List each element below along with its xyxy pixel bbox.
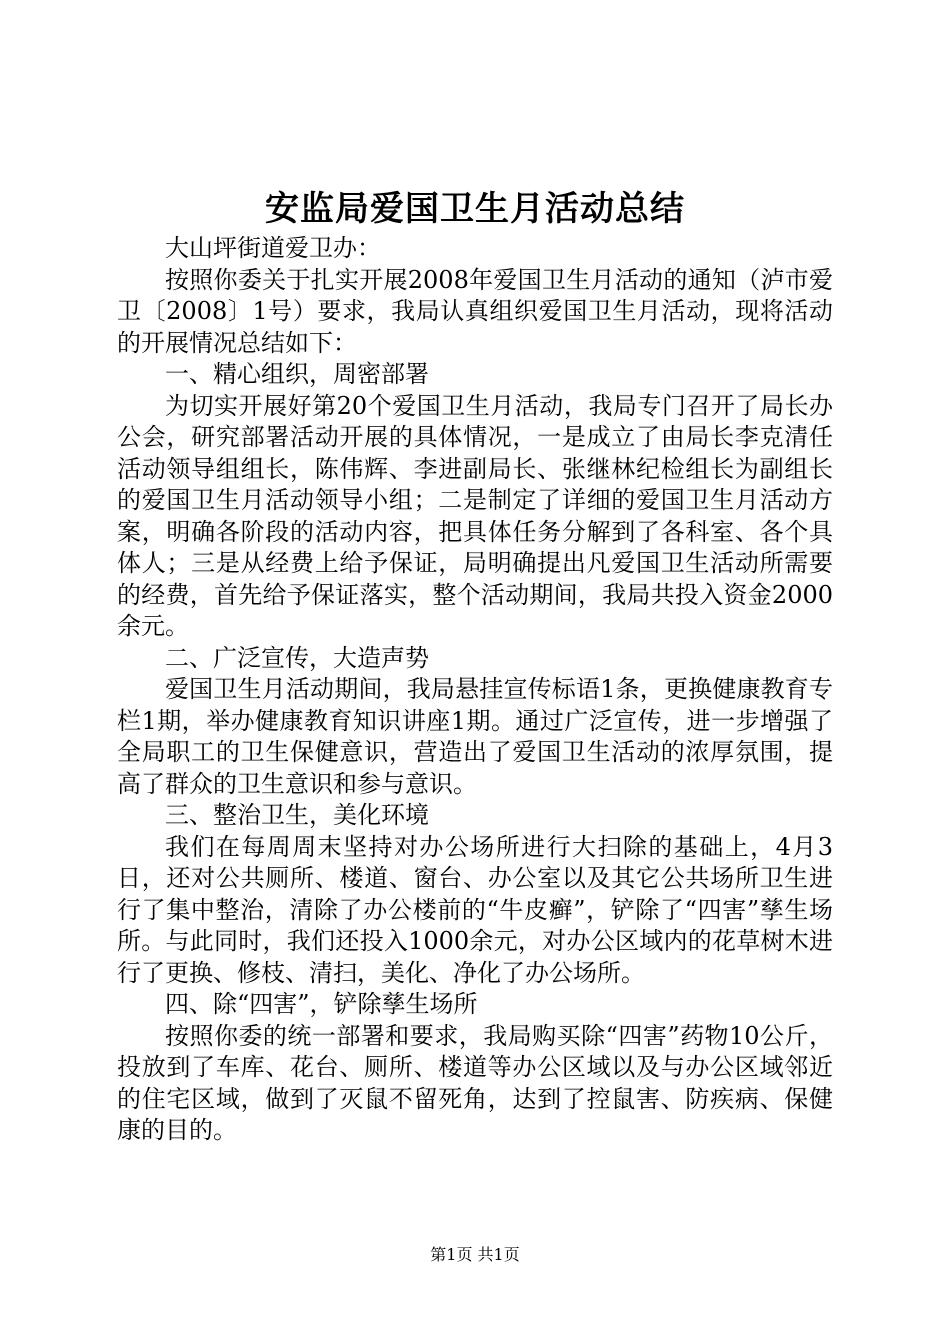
section-heading-3: 三、整治卫生，美化环境 xyxy=(165,801,429,829)
section-paragraph-3: 我们在每周周末坚持对办公场所进行大扫除的基础上，4月3日，还对公共厕所、楼道、窗台、办公室以及其它公共场所卫生进行了集中整治，清除了办公楼前的“牛皮癣”，铲除了“四害”孳生场所。与此同时，我们还投入1000余元，对办公区域内的花草树木进行了更换、修枝、清扫，美化、净化了办公场所。 xyxy=(117,832,833,987)
section-heading-1: 一、精心组织，周密部署 xyxy=(165,360,429,388)
document-title: 安监局爱国卫生月活动总结 xyxy=(265,189,685,229)
salutation: 大山坪街道爱卫办： xyxy=(165,234,381,262)
section-paragraph-2: 爱国卫生月活动期间，我局悬挂宣传标语1条，更换健康教育专栏1期，举办健康教育知识讲座1期。通过广泛宣传，进一步增强了全局职工的卫生保健意识，营造出了爱国卫生活动的浓厚氛围，提高了群众的卫生意识和参与意识。 xyxy=(117,675,833,798)
section-paragraph-4: 按照你委的统一部署和要求，我局购买除“四害”药物10公斤，投放到了车库、花台、厕所、楼道等办公区域以及与办公区域邻近的住宅区域，做到了灭鼠不留死角，达到了控鼠害、防疾病、保健康的目的。 xyxy=(117,1021,833,1144)
section-heading-2: 二、广泛宣传，大造声势 xyxy=(165,643,429,672)
page-footer: 第1页 共1页 xyxy=(430,1245,520,1264)
section-heading-4: 四、除“四害”，铲除孳生场所 xyxy=(165,990,478,1018)
intro-paragraph: 按照你委关于扎实开展2008年爱国卫生月活动的通知（泸市爱卫〔2008〕1号）要求，我局认真组织爱国卫生月活动，现将活动的开展情况总结如下： xyxy=(117,265,833,357)
section-paragraph-1: 为切实开展好第20个爱国卫生月活动，我局专门召开了局长办公会，研究部署活动开展的具体情况，一是成立了由局长李克清任活动领导组组长，陈伟辉、李进副局长、张继林纪检组长为副组长的爱国卫生月活动领导小组；二是制定了详细的爱国卫生月活动方案，明确各阶段的活动内容，把具体任务分解到了各科室、各个具体人；三是从经费上给予保证，局明确提出凡爱国卫生活动所需要的经费，首先给予保证落实，整个活动期间，我局共投入资金2000余元。 xyxy=(117,391,833,640)
document-body xyxy=(117,233,833,1147)
